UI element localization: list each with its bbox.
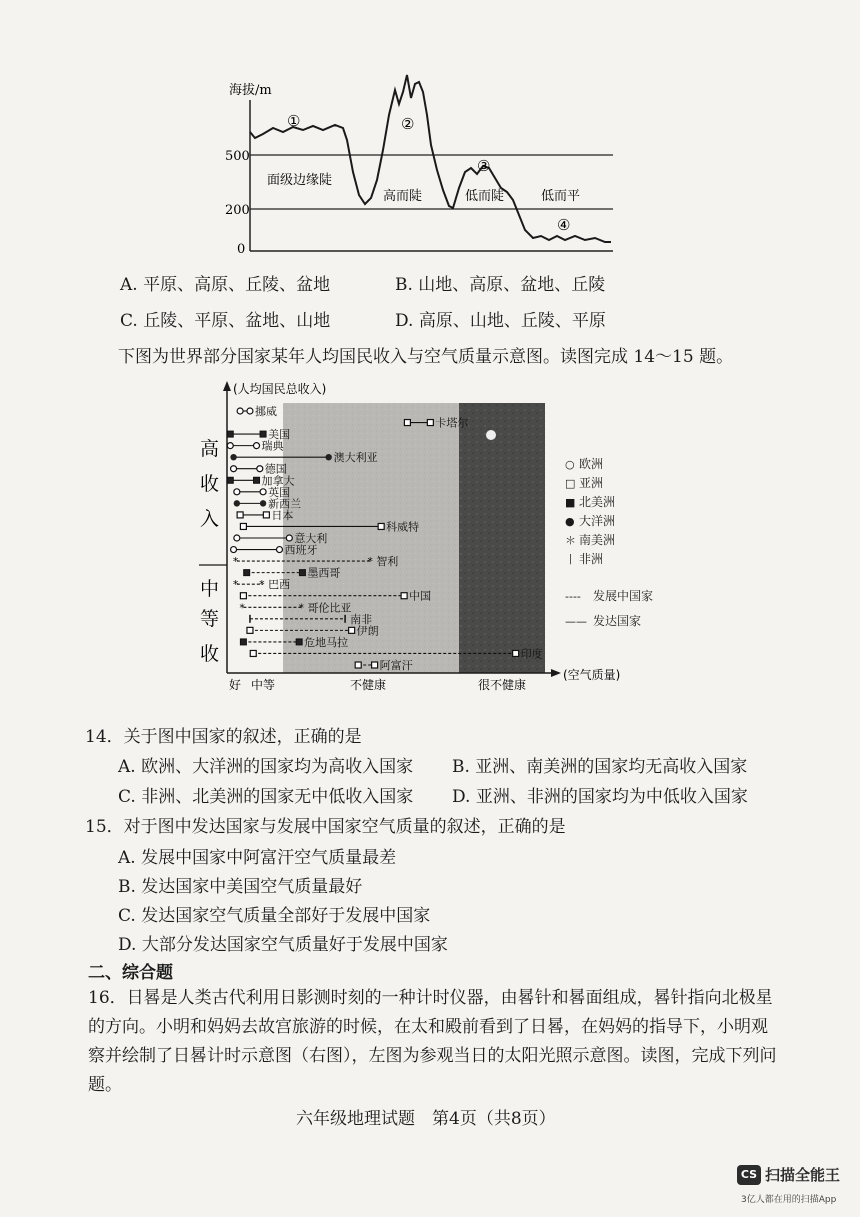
q15-option-c: C. 发达国家空气质量全部好于发展中国家 (118, 906, 431, 926)
section-2-heading: 二、综合题 (88, 963, 173, 983)
legend-label: 发达国家 (593, 614, 642, 628)
profile-tick-0: 0 (237, 242, 246, 257)
country-symbol-英国-end (260, 489, 266, 495)
legend-item (565, 531, 653, 550)
country-symbol-中国-end (401, 593, 407, 599)
chart-x-arrow (551, 669, 561, 677)
country-label-伊朗: 伊朗 (356, 624, 379, 638)
country-label-西班牙: 西班牙 (284, 543, 318, 557)
q14-option-a: A. 欧洲、大洋洲的国家均为高收入国家 (118, 757, 414, 777)
chart-legend (565, 455, 653, 637)
country-symbol-伊朗-end (349, 627, 355, 633)
country-symbol-德国-start (231, 466, 237, 472)
country-symbol-印度-start (250, 650, 256, 656)
legend-label: 北美洲 (579, 495, 616, 509)
country-label-德国: 德国 (264, 462, 287, 476)
legend-symbol: ■ (565, 496, 576, 509)
country-symbol-科威特-end (378, 523, 384, 529)
q13-option-d: D. 高原、山地、丘陵、平原 (395, 311, 606, 331)
country-label-南非: 南非 (350, 612, 373, 626)
country-label-瑞典: 瑞典 (261, 439, 284, 453)
country-label-意大利: 意大利 (294, 532, 328, 545)
legend-label: 非洲 (579, 552, 604, 566)
country-label-印度: 印度 (520, 647, 543, 661)
country-symbol-新西兰-end (260, 500, 266, 506)
legend-label: 亚洲 (579, 476, 604, 490)
country-label-卡塔尔: 卡塔尔 (435, 416, 469, 430)
legend-item (565, 612, 653, 637)
country-symbol-日本-end (263, 512, 269, 518)
q15-stem: 15．对于图中发达国家与发展中国家空气质量的叙述，正确的是 (85, 817, 566, 837)
country-symbol-墨西哥-start (244, 570, 250, 576)
country-label-危地马拉: 危地马拉 (304, 635, 349, 649)
country-label-科威特: 科威特 (386, 520, 420, 534)
y-high-1: 高 (200, 438, 220, 460)
q13-option-b: B. 山地、高原、盆地、丘陵 (395, 275, 606, 295)
chart-xlabel: (空气质量) (563, 668, 621, 682)
country-symbol-智利-start: * (232, 555, 239, 569)
q13-option-c: C. 丘陵、平原、盆地、山地 (120, 311, 331, 331)
y-mid-1: 中 (200, 578, 220, 600)
region-bright-spot (486, 430, 496, 440)
country-symbol-巴西-start: * (232, 578, 239, 592)
terrain-profile-figure (225, 70, 625, 265)
country-symbol-卡塔尔-start (404, 420, 410, 426)
y-category-high (200, 438, 219, 530)
legend-symbol: ---- (565, 590, 581, 603)
country-symbol-墨西哥-end (299, 570, 305, 576)
profile-tick-200: 200 (225, 203, 250, 218)
q14-option-b: B. 亚洲、南美洲的国家均无高收入国家 (452, 757, 748, 777)
country-symbol-日本-start (237, 512, 243, 518)
legend-item (565, 493, 653, 512)
country-symbol-澳大利亚-end (325, 454, 331, 460)
country-label-智利: 智利 (376, 555, 399, 569)
country-label-中国: 中国 (409, 589, 432, 603)
country-symbol-挪威-end (247, 408, 253, 414)
country-symbol-阿富汗-end (372, 662, 378, 668)
legend-label: 欧洲 (579, 457, 604, 471)
country-symbol-加拿大-start (227, 477, 233, 483)
profile-region-2: 高而陡 (383, 189, 423, 204)
legend-symbol: □ (565, 477, 576, 490)
legend-item (565, 587, 653, 612)
country-symbol-瑞典-end (254, 443, 260, 449)
scanner-tagline: 3亿人都在用的扫描App (741, 1195, 837, 1205)
y-high-3: 入 (200, 508, 220, 530)
country-symbol-英国-start (234, 489, 240, 495)
legend-item (565, 512, 653, 531)
x-cat-moderate: 中等 (251, 678, 276, 692)
country-symbol-加拿大-end (254, 477, 260, 483)
country-symbol-智利-end: * (367, 555, 373, 569)
y-category-middle (200, 578, 219, 665)
scanner-logo-icon: CS (737, 1165, 761, 1185)
profile-marker-3: ③ (477, 157, 491, 175)
y-mid-3: 收 (200, 643, 220, 665)
country-label-巴西: 巴西 (268, 578, 291, 592)
country-symbol-巴西-end: * (259, 578, 265, 592)
y-mid-2: 等 (200, 608, 220, 630)
q14-option-d: D. 亚洲、非洲的国家均为中低收入国家 (452, 787, 748, 807)
country-label-阿富汗: 阿富汗 (379, 659, 413, 672)
profile-ylabel: 海拔/m (229, 83, 272, 98)
legend-item (565, 455, 653, 474)
legend-symbol: —— (565, 615, 587, 628)
chart-y-arrow (223, 381, 231, 391)
country-label-日本: 日本 (271, 508, 294, 522)
country-label-澳大利亚: 澳大利亚 (333, 451, 378, 465)
chart-ylabel: (人均国民总收入) (233, 382, 327, 396)
profile-marker-1: ① (287, 112, 301, 130)
region-very-unhealthy (459, 403, 545, 673)
country-symbol-中国-start (240, 593, 246, 599)
q16-text: 16．日晷是人类古代利用日影测时刻的一种计时仪器，由晷针和晷面组成，晷针指向北极星的方向。小明和妈妈去故宫旅游的时候，在太和殿前看到了日晷，在妈妈的指导下，小明观察并绘制了日晷计时示意图（右图），左图为参观当日的太阳光照示意图。读图，完成下列问题。 (88, 988, 777, 1095)
profile-region-1: 面级边缘陡 (267, 173, 333, 188)
country-symbol-瑞典-start (227, 443, 233, 449)
country-symbol-意大利-start (234, 535, 240, 541)
q15-option-b: B. 发达国家中美国空气质量最好 (118, 877, 363, 897)
country-symbol-意大利-end (286, 535, 292, 541)
country-symbol-危地马拉-end (296, 639, 302, 645)
q14-option-c: C. 非洲、北美洲的国家无中低收入国家 (118, 787, 414, 807)
country-label-墨西哥: 墨西哥 (307, 566, 341, 580)
legend-item (565, 550, 653, 569)
profile-marker-4: ④ (557, 216, 571, 234)
country-label-挪威: 挪威 (254, 405, 277, 418)
page-footer: 六年级地理试题 第4页（共8页） (296, 1109, 556, 1129)
country-symbol-澳大利亚-start (230, 454, 236, 460)
country-label-加拿大: 加拿大 (261, 474, 295, 488)
y-high-2: 收 (200, 473, 220, 495)
x-cat-very-unhealthy: 很不健康 (478, 678, 527, 692)
scanner-app-name: 扫描全能王 (765, 1166, 841, 1184)
legend-symbol: 丨 (565, 553, 576, 566)
profile-marker-2: ② (401, 115, 415, 133)
country-symbol-新西兰-start (234, 500, 240, 506)
q15-option-d: D. 大部分发达国家空气质量好于发展中国家 (118, 935, 448, 955)
country-label-新西兰: 新西兰 (268, 497, 302, 511)
q13-option-a: A. 平原、高原、丘陵、盆地 (120, 275, 331, 295)
country-label-英国: 英国 (268, 485, 291, 499)
country-symbol-西班牙-end (276, 547, 282, 553)
country-symbol-美国-start (227, 431, 233, 437)
country-symbol-卡塔尔-end (427, 420, 433, 426)
country-label-哥伦比亚: 哥伦比亚 (307, 601, 352, 615)
q14-stem: 14．关于图中国家的叙述，正确的是 (85, 727, 362, 747)
legend-label: 南美洲 (579, 533, 616, 547)
country-symbol-阿富汗-start (355, 662, 361, 668)
profile-region-4: 低而平 (541, 189, 581, 204)
country-symbol-危地马拉-start (240, 639, 246, 645)
legend-item (565, 474, 653, 493)
q15-option-a: A. 发展中国家中阿富汗空气质量最差 (118, 848, 397, 868)
country-symbol-哥伦比亚-end: * (298, 601, 304, 615)
intro-14-15: 下图为世界部分国家某年人均国民收入与空气质量示意图。读图完成 14～15 题。 (118, 347, 734, 367)
legend-symbol: ＊ (565, 534, 576, 547)
legend-label: 发展中国家 (593, 589, 654, 603)
country-symbol-科威特-start (240, 523, 246, 529)
country-symbol-德国-end (257, 466, 263, 472)
x-cat-unhealthy: 不健康 (350, 678, 387, 692)
x-cat-good: 好 (229, 678, 242, 692)
legend-symbol: ● (565, 515, 575, 528)
legend-label: 大洋洲 (579, 514, 616, 528)
country-symbol-印度-end (513, 650, 519, 656)
country-symbol-西班牙-start (231, 547, 237, 553)
profile-region-3: 低而陡 (465, 189, 505, 204)
profile-tick-500: 500 (225, 149, 250, 164)
country-label-美国: 美国 (268, 428, 291, 442)
country-symbol-哥伦比亚-start: * (239, 601, 245, 615)
legend-symbol: ○ (565, 458, 575, 471)
country-symbol-美国-end (260, 431, 266, 437)
country-symbol-伊朗-start (247, 627, 253, 633)
country-symbol-挪威-start (237, 408, 243, 414)
